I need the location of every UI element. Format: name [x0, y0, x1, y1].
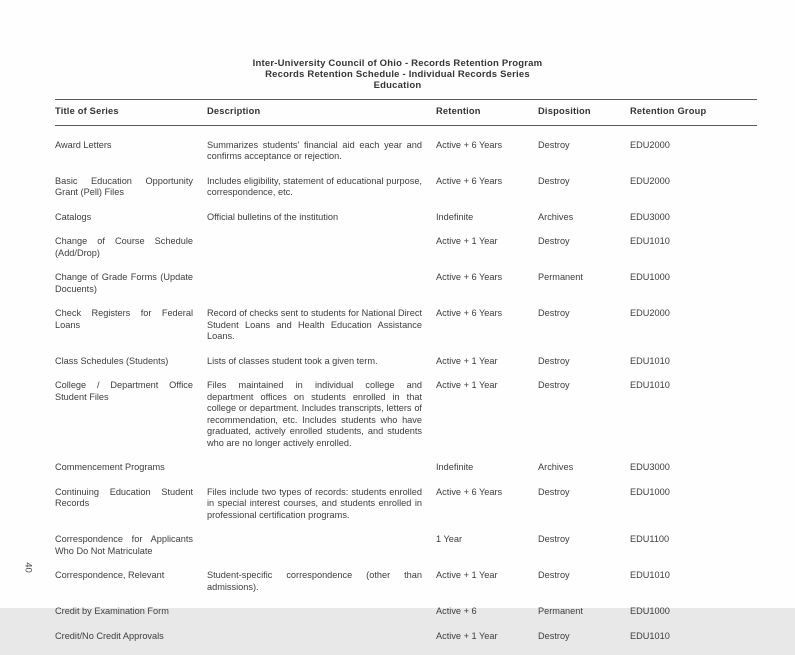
cell-disposition: Destroy — [538, 175, 570, 186]
cell-title: Credit/No Credit Approvals — [55, 630, 164, 641]
table-row — [55, 236, 757, 259]
page-number: 40 — [22, 562, 34, 573]
cell-description: Files include two types of records: students enrolled in special interest courses, and students enrolled in professional certification programs. — [207, 486, 422, 520]
cell-description: Record of checks sent to students for National Direct Student Loans and Health Education Assistance Loans. — [207, 308, 422, 341]
cell-retention: Active + 6 Years — [436, 139, 503, 150]
cell-retention-group: EDU1000 — [630, 272, 670, 282]
cell-description: Lists of classes student took a given term. — [207, 355, 378, 366]
cell-retention: Indefinite — [436, 211, 474, 222]
table-row — [55, 308, 757, 343]
cell-title: Continuing Education Student Records — [55, 486, 193, 508]
cell-description: Student-specific correspondence (other than admissions). — [207, 570, 422, 592]
cell-retention: Active + 6 Years — [436, 486, 503, 497]
cell-retention-group: EDU1010 — [630, 570, 670, 580]
cell-disposition: Archives — [538, 462, 574, 472]
table-row — [55, 487, 757, 522]
doc-title-line3: Education — [373, 80, 422, 91]
table-row — [55, 631, 757, 643]
column-header-retention: Retention — [436, 106, 481, 116]
cell-disposition: Archives — [538, 211, 574, 222]
cell-disposition: Destroy — [538, 534, 570, 544]
cell-retention-group: EDU1010 — [630, 355, 670, 366]
cell-disposition: Permanent — [538, 272, 583, 282]
cell-disposition: Destroy — [538, 570, 570, 580]
cell-disposition: Permanent — [538, 606, 583, 616]
cell-retention: Active + 1 Year — [436, 380, 498, 390]
cell-title: Check Registers for Federal Loans — [55, 308, 193, 330]
cell-title: Correspondence for Applicants Who Do Not Matriculate — [55, 534, 193, 556]
column-header-title-of-series: Title of Series — [55, 106, 119, 116]
cell-description: Includes eligibility, statement of educational purpose, correspondence, etc. — [207, 175, 422, 197]
table-row — [55, 570, 757, 593]
table-row — [55, 176, 757, 199]
cell-disposition: Destroy — [538, 486, 570, 497]
doc-title-line1: Inter-University Council of Ohio - Records Retention Program — [252, 58, 543, 69]
cell-retention: Active + 1 Year — [436, 630, 498, 641]
cell-retention-group: EDU1010 — [630, 630, 670, 641]
document-header — [0, 58, 795, 91]
doc-title-line2: Records Retention Schedule - Individual Records Series — [265, 69, 530, 80]
cell-title: Change of Grade Forms (Update Docuents) — [55, 272, 193, 294]
cell-retention-group: EDU2000 — [630, 175, 670, 186]
column-header-disposition: Disposition — [538, 106, 591, 116]
table-row — [55, 356, 757, 368]
cell-title: Commencement Programs — [55, 462, 165, 472]
cell-description: Files maintained in individual college and department offices on students enrolled in that college or department. Includes transcripts, letters of recommendation, etc. Includes students who have graduated, actively enrolled students, and students who are no longer actively enrolled. — [207, 380, 422, 448]
records-retention-table — [55, 99, 757, 655]
cell-retention-group: EDU1000 — [630, 486, 670, 497]
table-header-row — [55, 100, 757, 125]
cell-retention: Active + 6 — [436, 606, 477, 616]
table-row — [55, 534, 757, 557]
column-header-retention-group: Retention Group — [630, 106, 707, 116]
cell-disposition: Destroy — [538, 139, 570, 150]
table-row — [55, 140, 757, 163]
cell-retention-group: EDU1010 — [630, 236, 670, 246]
cell-retention: Active + 1 Year — [436, 355, 498, 366]
cell-title: College / Department Office Student Files — [55, 380, 193, 402]
cell-title: Class Schedules (Students) — [55, 355, 169, 366]
cell-retention: Indefinite — [436, 462, 474, 472]
cell-title: Award Letters — [55, 139, 112, 150]
column-header-description: Description — [207, 106, 261, 116]
cell-retention: Active + 6 Years — [436, 175, 503, 186]
cell-retention: 1 Year — [436, 534, 463, 544]
cell-retention-group: EDU1010 — [630, 380, 670, 390]
cell-retention-group: EDU1100 — [630, 534, 670, 544]
cell-disposition: Destroy — [538, 630, 570, 641]
cell-retention: Active + 6 Years — [436, 308, 503, 318]
cell-description: Summarizes students' financial aid each year and confirms acceptance or rejection. — [207, 139, 422, 161]
cell-disposition: Destroy — [538, 236, 570, 246]
cell-title: Correspondence, Relevant — [55, 570, 165, 580]
cell-retention-group: EDU3000 — [630, 462, 670, 472]
cell-disposition: Destroy — [538, 308, 570, 318]
cell-retention: Active + 1 Year — [436, 570, 498, 580]
table-row — [55, 380, 757, 449]
cell-retention: Active + 6 Years — [436, 272, 503, 282]
table-row — [55, 212, 757, 224]
cell-retention: Active + 1 Year — [436, 236, 498, 246]
cell-title: Change of Course Schedule (Add/Drop) — [55, 236, 193, 258]
cell-description: Official bulletins of the institution — [207, 211, 339, 222]
table-row — [55, 272, 757, 295]
table-row — [55, 606, 757, 618]
cell-title: Credit by Examination Form — [55, 606, 169, 616]
table-row — [55, 462, 757, 474]
cell-retention-group: EDU1000 — [630, 606, 670, 616]
cell-retention-group: EDU2000 — [630, 308, 670, 318]
cell-retention-group: EDU3000 — [630, 211, 670, 222]
cell-retention-group: EDU2000 — [630, 139, 670, 150]
table-body — [55, 126, 757, 643]
cell-title: Basic Education Opportunity Grant (Pell) Files — [55, 175, 193, 197]
cell-disposition: Destroy — [538, 380, 570, 390]
cell-title: Catalogs — [55, 211, 92, 222]
cell-disposition: Destroy — [538, 355, 570, 366]
